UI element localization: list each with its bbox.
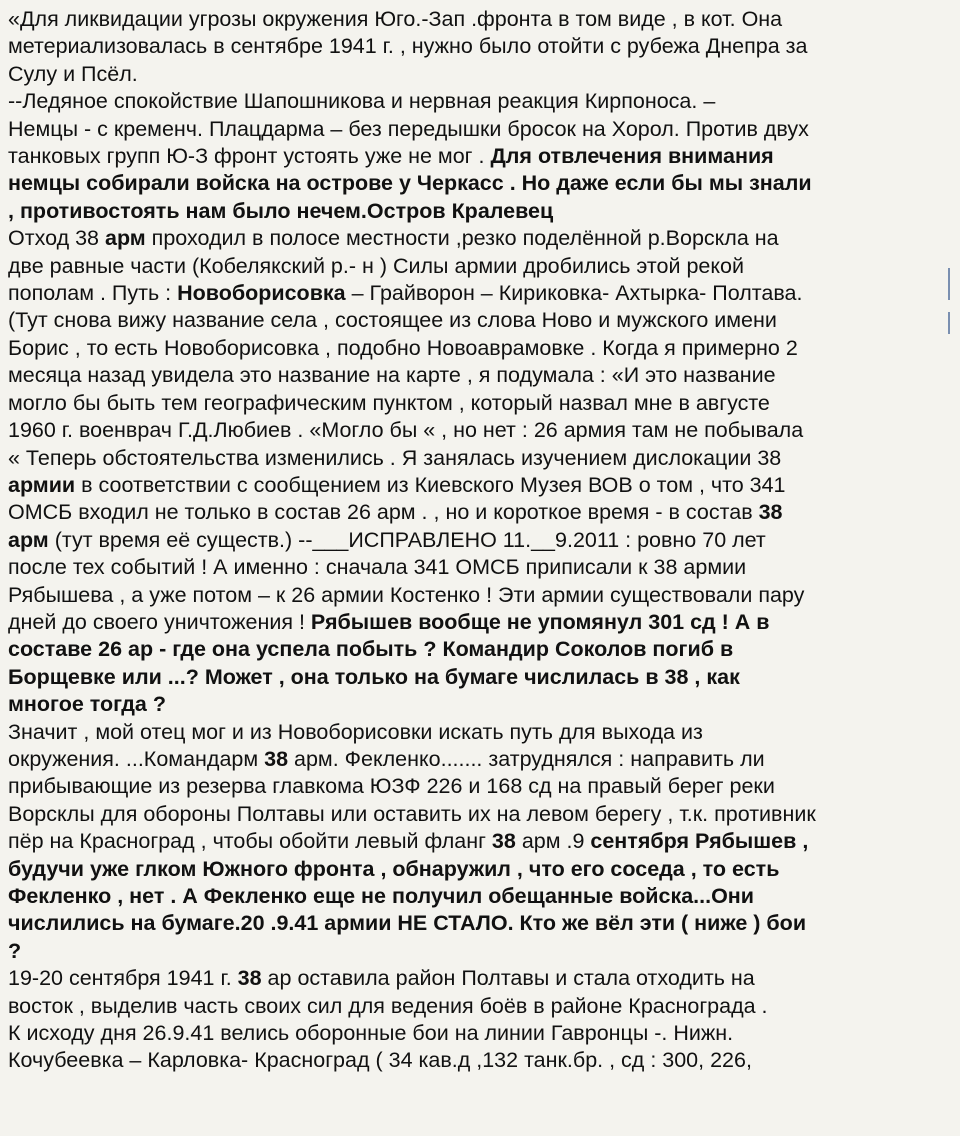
text-run: (тут время её существ.) --___ИСПРАВЛЕНО 11.__9.2011 : ровно 70 лет <box>48 527 766 552</box>
text-line <box>8 554 942 581</box>
text-line <box>8 33 942 60</box>
text-run: восток , выделив часть своих сил для ведения боёв в районе Краснограда . <box>8 993 768 1018</box>
text-run: Сулу и Псёл. <box>8 61 138 86</box>
text-line <box>8 143 942 170</box>
text-run: после тех событий ! А именно : сначала 341 ОМСБ приписали к 38 армии <box>8 555 747 580</box>
text-line <box>8 993 942 1020</box>
text-run: « Теперь обстоятельства изменились . Я занялась изучением дислокации 38 <box>8 445 782 470</box>
bold-text-run: арм <box>8 527 49 552</box>
text-line <box>8 6 942 33</box>
text-run: пополам . Путь : <box>8 281 178 306</box>
bold-text-run: Новоборисовка <box>177 281 346 306</box>
text-run: Борис , то есть Новоборисовка , подобно Новоаврамовке . Когда я примерно 2 <box>8 335 798 360</box>
text-line <box>8 883 942 910</box>
text-line <box>8 335 942 362</box>
text-line <box>8 472 942 499</box>
bold-text-run: немцы собирали войска на острове у Черкасс . Но даже если бы мы знали <box>8 171 812 196</box>
text-line <box>8 582 942 609</box>
text-run: ОМСБ входил не только в состав 26 арм . , но и короткое время - в состав <box>8 500 759 525</box>
text-run: 19-20 сентября 1941 г. <box>8 966 238 991</box>
bold-text-run: 38 <box>264 746 289 771</box>
text-line <box>8 609 942 636</box>
text-run: дней до своего уничтожения ! <box>8 609 311 634</box>
text-line <box>8 636 942 663</box>
bold-text-run: 38 <box>491 829 516 854</box>
text-line <box>8 801 942 828</box>
text-line <box>8 527 942 554</box>
margin-pencil-mark <box>948 312 950 334</box>
bold-text-run: составе 26 ар - где она успела побыть ? Командир Соколов погиб в <box>8 637 734 662</box>
text-line <box>8 307 942 334</box>
text-line <box>8 856 942 883</box>
text-run: проходил в полосе местности ,резко поделённой р.Ворскла на <box>145 226 779 251</box>
text-line <box>8 965 942 992</box>
bold-text-run: Для отвлечения внимания <box>490 144 774 169</box>
text-line <box>8 362 942 389</box>
text-run: пёр на Красноград , чтобы обойти левый фланг <box>8 829 492 854</box>
text-run: ар оставила район Полтавы и стала отходить на <box>261 966 755 991</box>
bold-text-run: арм <box>104 226 146 251</box>
text-run: месяца назад увидела это название на карте , я подумала : «И это название <box>8 363 776 388</box>
text-run: --Ледяное спокойствие Шапошникова и нервная реакция Кирпоноса. – <box>8 89 716 114</box>
text-line <box>8 1047 942 1074</box>
text-run: танковых групп Ю-З фронт устоять уже не мог . <box>8 144 491 169</box>
bold-text-run: многое тогда ? <box>8 692 166 717</box>
text-run: (Тут снова вижу название села , состоящее из слова Ново и мужского имени <box>8 308 777 333</box>
text-run: арм .9 <box>515 829 591 854</box>
text-line <box>8 938 942 965</box>
text-line <box>8 253 942 280</box>
text-run: Ворсклы для обороны Полтавы или оставить их на левом берегу , т.к. противник <box>8 801 816 826</box>
text-line <box>8 691 942 718</box>
margin-pencil-mark <box>948 268 950 300</box>
bold-text-run: числились на бумаге.20 .9.41 армии НЕ СТАЛО. Кто же вёл эти ( ниже ) бои <box>8 911 807 936</box>
bold-text-run: сентября Рябышев , <box>590 829 809 854</box>
text-run: арм. Фекленко....... затруднялся : направить ли <box>288 746 765 771</box>
text-run: «Для ликвидации угрозы окружения Юго.-Зап .фронта в том виде , в кот. Она <box>8 7 783 31</box>
text-line <box>8 773 942 800</box>
bold-text-run: , противостоять нам было нечем.Остров Кралевец <box>8 198 554 223</box>
bold-text-run: будучи уже глком Южного фронта , обнаружил , что его соседа , то есть <box>8 856 780 881</box>
text-run: в соответствии с сообщением из Киевского Музея ВОВ о том , что 341 <box>75 472 786 497</box>
text-line <box>8 170 942 197</box>
text-run: могло бы быть тем географическим пунктом , который назвал мне в августе <box>8 390 770 415</box>
bold-text-run: Фекленко , нет . А Фекленко еще не получил обещанные войска...Они <box>8 884 755 908</box>
text-run: Рябышева , а уже потом – к 26 армии Костенко ! Эти армии существовали пару <box>8 582 805 607</box>
text-line <box>8 499 942 526</box>
text-run: Значит , мой отец мог и из Новоборисовки искать путь для выхода из <box>8 719 703 744</box>
text-run: – Грайворон – Кириковка- Ахтырка- Полтава. <box>345 281 803 306</box>
text-line <box>8 280 942 307</box>
text-line <box>8 910 942 937</box>
text-line <box>8 198 942 225</box>
bold-text-run: 38 <box>758 500 783 525</box>
text-body <box>8 6 942 1075</box>
text-line <box>8 390 942 417</box>
bold-text-run: Рябышев вообще не упомянул 301 сд ! А в <box>310 609 770 634</box>
bold-text-run: 38 <box>237 966 262 991</box>
text-run: метериализовалась в сентябре 1941 г. , нужно было отойти с рубежа Днепра за <box>8 34 808 59</box>
text-run: прибывающие из резерва главкома ЮЗФ 226 и 168 сд на правый берег реки <box>8 774 775 799</box>
bold-text-run: армии <box>8 472 76 497</box>
text-line <box>8 88 942 115</box>
text-line <box>8 417 942 444</box>
text-run: окружения. ...Командарм <box>8 746 265 771</box>
text-line <box>8 828 942 855</box>
text-line <box>8 746 942 773</box>
text-line <box>8 225 942 252</box>
text-run: Кочубеевка – Карловка- Красноград ( 34 кав.д ,132 танк.бр. , сд : 300, 226, <box>8 1048 752 1073</box>
text-line <box>8 719 942 746</box>
text-run: Отход 38 <box>8 226 105 251</box>
text-line <box>8 664 942 691</box>
bold-text-run: Борщевке или ...? Может , она только на бумаге числилась в 38 , как <box>8 664 740 689</box>
bold-text-run: ? <box>8 938 22 963</box>
text-line <box>8 1020 942 1047</box>
text-line <box>8 445 942 472</box>
text-run: 1960 г. военврач Г.Д.Любиев . «Могло бы « , но нет : 26 армия там не побывала <box>8 418 804 443</box>
text-line <box>8 116 942 143</box>
text-run: Немцы - с кременч. Плацдарма – без передышки бросок на Хорол. Против двух <box>8 116 809 141</box>
text-run: К исходу дня 26.9.41 велись оборонные бои на линии Гавронцы -. Нижн. <box>8 1021 734 1046</box>
text-line <box>8 61 942 88</box>
text-run: две равные части (Кобелякский р.- н ) Силы армии дробились этой рекой <box>8 253 745 278</box>
